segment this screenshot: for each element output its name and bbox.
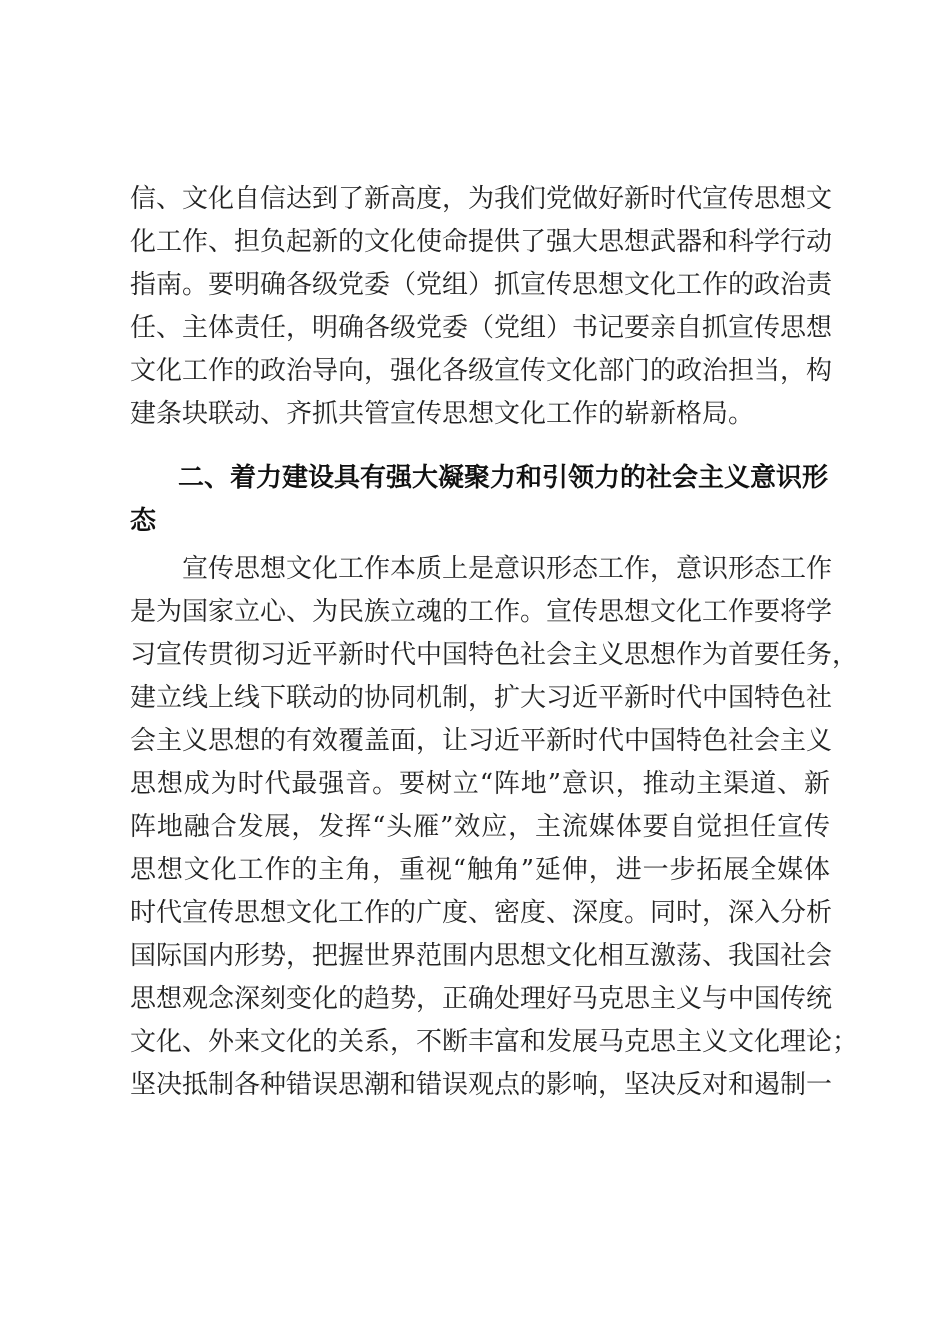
paragraph-2-line: 思想文化工作的主角，重视“触角”延伸，进一步拓展全媒体 <box>130 855 830 885</box>
paragraph-1 <box>130 178 833 436</box>
paragraph-2-line: 建立线上线下联动的协同机制，扩大习近平新时代中国特色社 <box>130 683 833 713</box>
paragraph-2-line: 文化、外来文化的关系，不断丰富和发展马克思主义文化理论； <box>130 1027 859 1057</box>
paragraph-2-line: 是为国家立心、为民族立魂的工作。宣传思想文化工作要将学 <box>130 597 833 627</box>
section-heading-line: 态 <box>130 506 157 536</box>
paragraph-2-line: 时代宣传思想文化工作的广度、密度、深度。同时，深入分析 <box>130 898 833 928</box>
paragraph-1-line: 任、主体责任，明确各级党委（党组）书记要亲自抓宣传思想 <box>130 313 833 343</box>
paragraph-2-line: 宣传思想文化工作本质上是意识形态工作，意识形态工作 <box>182 554 833 584</box>
paragraph-2-line: 国际国内形势，把握世界范围内思想文化相互激荡、我国社会 <box>130 941 833 971</box>
paragraph-1-line: 信、文化自信达到了新高度，为我们党做好新时代宣传思想文 <box>130 184 833 214</box>
paragraph-1-line: 建条块联动、齐抓共管宣传思想文化工作的崭新格局。 <box>130 399 755 429</box>
paragraph-2-line: 会主义思想的有效覆盖面，让习近平新时代中国特色社会主义 <box>130 726 833 756</box>
paragraph-1-line: 文化工作的政治导向，强化各级宣传文化部门的政治担当，构 <box>130 356 833 386</box>
paragraph-2-line: 思想成为时代最强音。要树立“阵地”意识，推动主渠道、新 <box>130 769 830 799</box>
paragraph-1-line: 指南。要明确各级党委（党组）抓宣传思想文化工作的政治责 <box>130 270 833 300</box>
paragraph-2-line: 阵地融合发展，发挥“头雁”效应，主流媒体要自觉担任宣传 <box>130 812 830 842</box>
section-heading-line: 二、着力建设具有强大凝聚力和引领力的社会主义意识形 <box>178 463 829 493</box>
paragraph-2-line: 坚决抵制各种错误思潮和错误观点的影响，坚决反对和遏制一 <box>130 1070 833 1100</box>
section-heading-2 <box>130 457 830 543</box>
paragraph-2-line: 思想观念深刻变化的趋势，正确处理好马克思主义与中国传统 <box>130 984 833 1014</box>
paragraph-1-line: 化工作、担负起新的文化使命提供了强大思想武器和科学行动 <box>130 227 833 257</box>
paragraph-2 <box>130 548 859 1107</box>
paragraph-2-line: 习宣传贯彻习近平新时代中国特色社会主义思想作为首要任务， <box>130 640 859 670</box>
